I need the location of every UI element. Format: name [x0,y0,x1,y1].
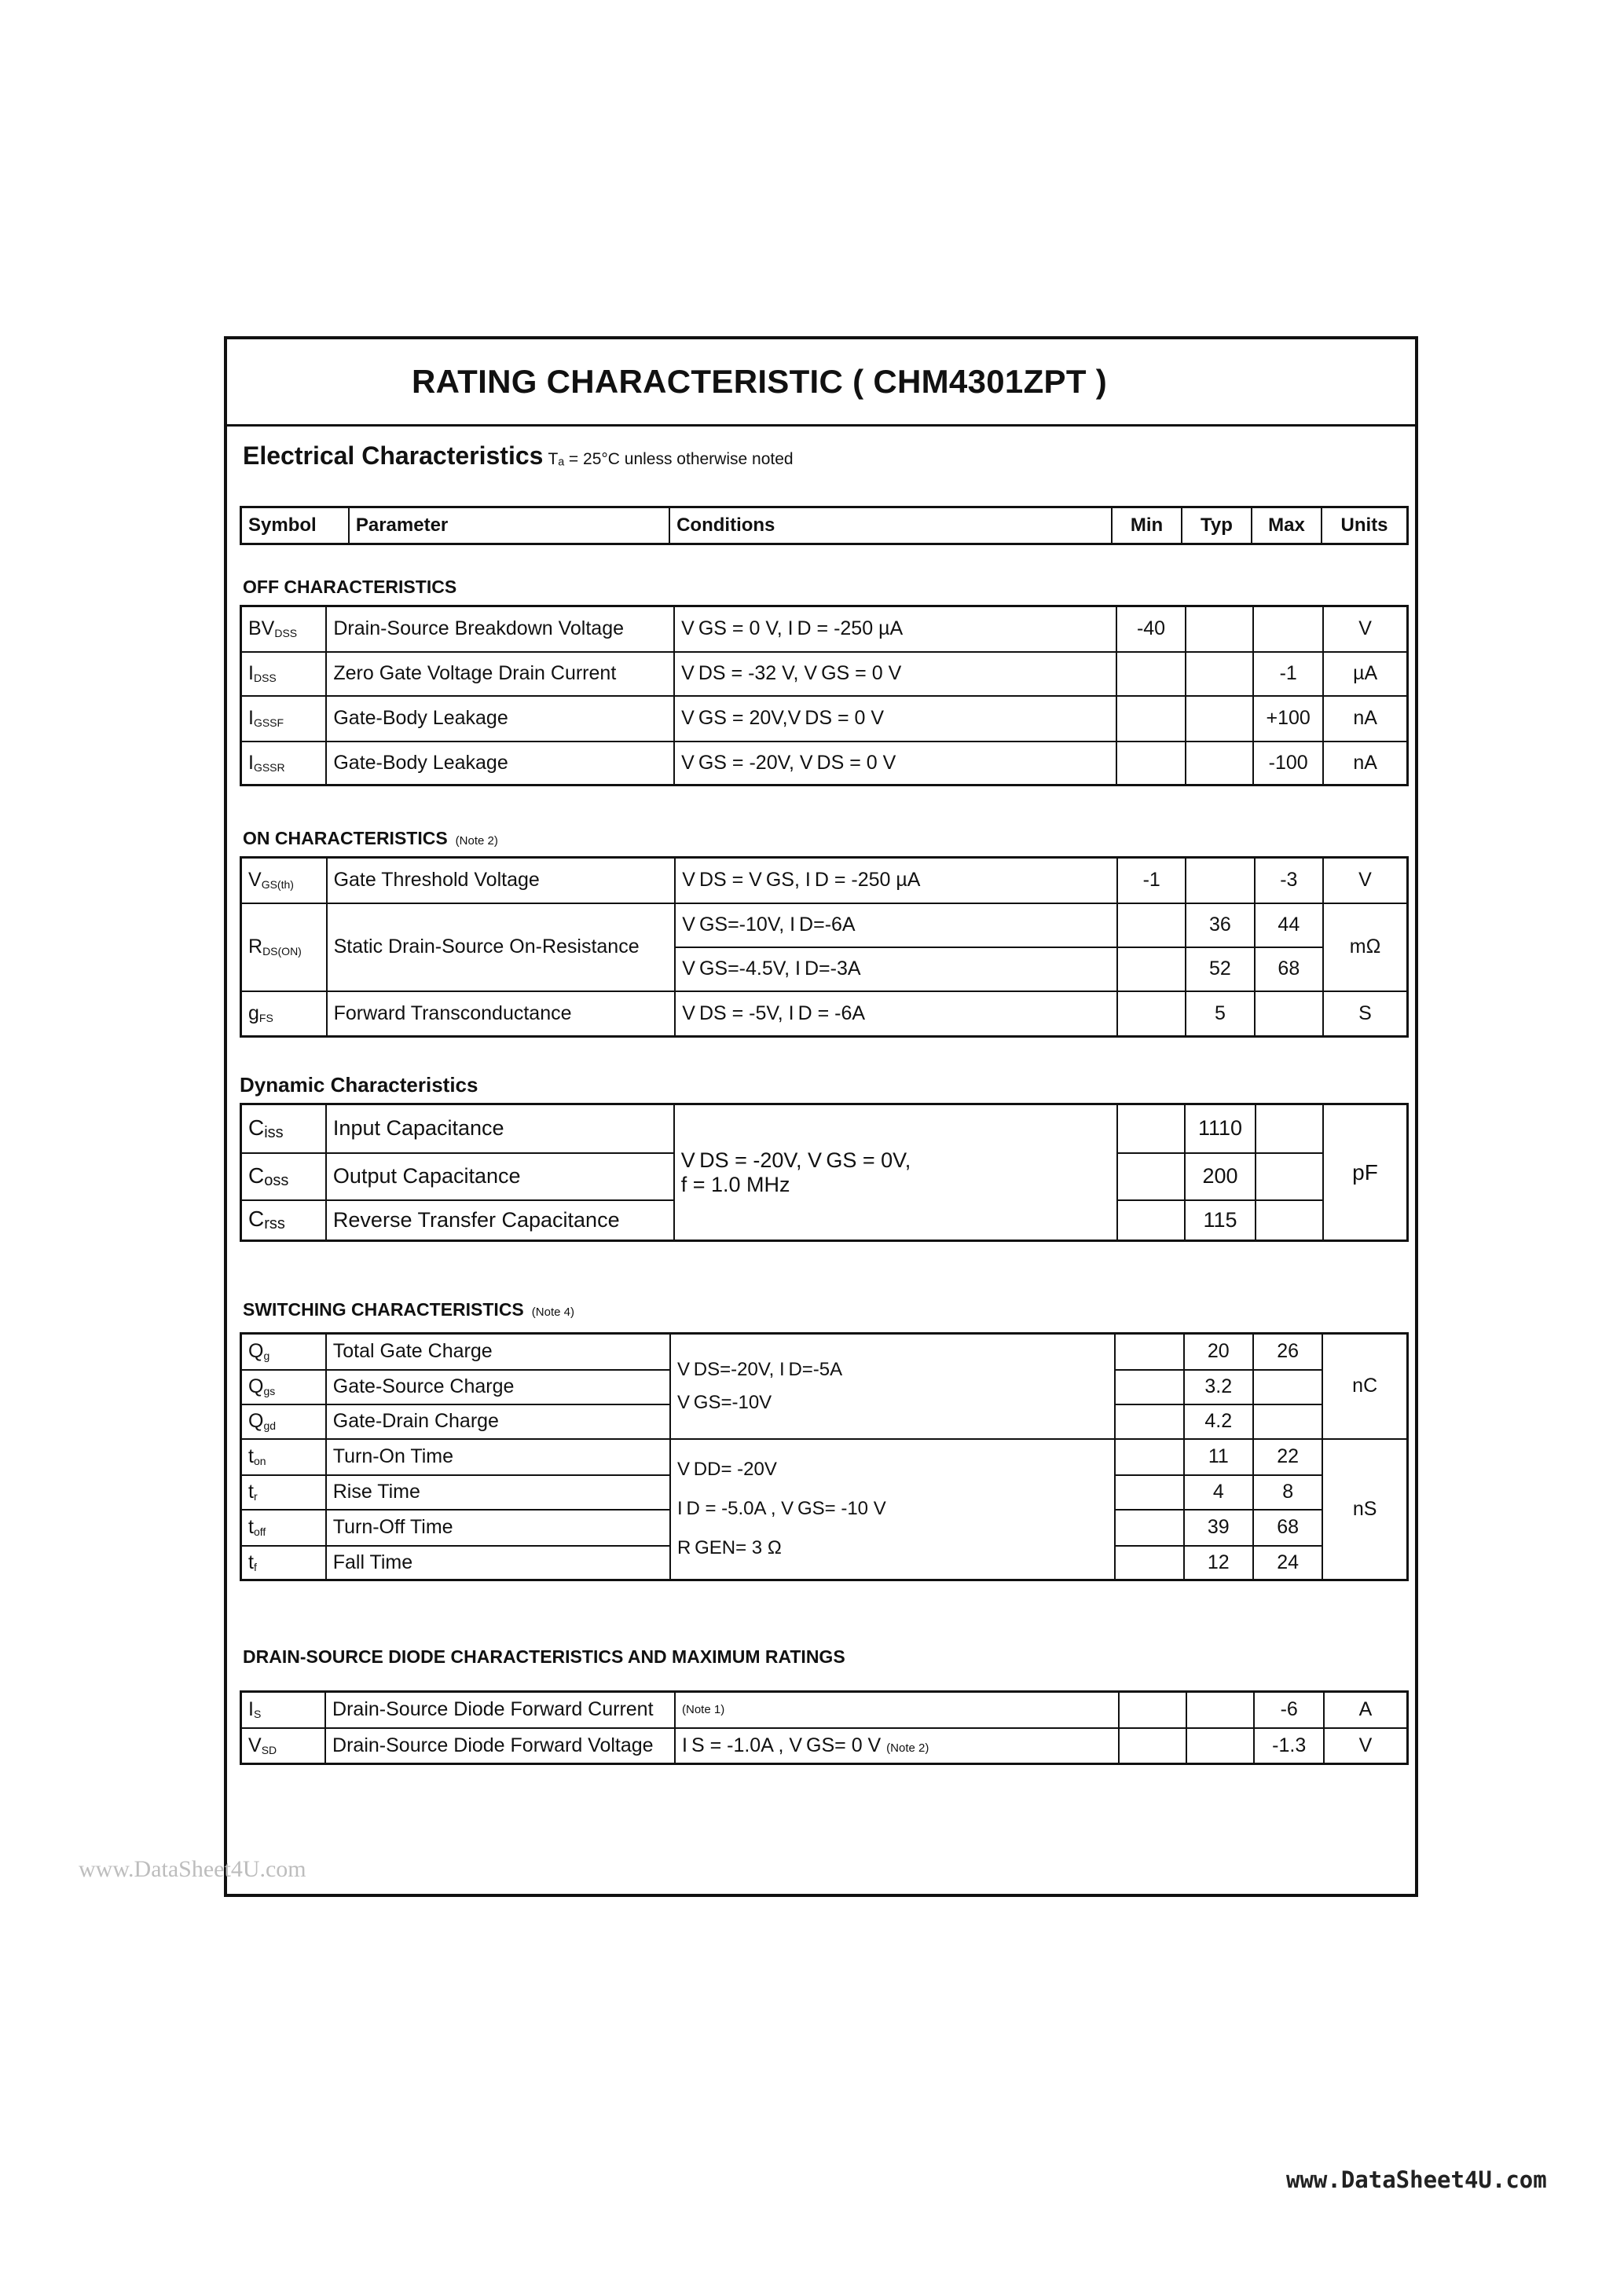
max-cell: 68 [1253,1510,1322,1546]
table-row [241,1104,1408,1153]
symbol-cell: Ciss [241,1104,326,1153]
typ-cell [1186,696,1253,742]
parameter-cell: Reverse Transfer Capacitance [326,1200,674,1241]
typ-cell: 4 [1184,1475,1254,1510]
min-cell [1115,1546,1183,1580]
parameter-cell: Gate Threshold Voltage [327,858,676,903]
title-bar [227,339,1415,427]
max-cell [1256,1104,1323,1153]
max-cell: 22 [1253,1439,1322,1475]
max-cell [1253,1404,1322,1439]
typ-cell [1186,606,1253,652]
symbol-cell: IDSS [241,652,327,696]
min-cell [1116,652,1186,696]
subtitle-note: Tₐ = 25°C unless otherwise noted [548,450,794,468]
typ-cell: 1110 [1185,1104,1255,1153]
min-cell [1115,1370,1183,1404]
unit-cell: A [1324,1692,1408,1728]
max-cell [1253,1370,1322,1404]
symbol-cell: Coss [241,1153,326,1200]
typ-cell: 4.2 [1184,1404,1254,1439]
qg-cond-line2: V GS=-10V [676,1391,772,1413]
col-units: Units [1322,507,1407,544]
header-table [240,506,1409,545]
max-cell: 8 [1253,1475,1322,1510]
table-row [241,696,1408,742]
unit-cell: nS [1322,1439,1407,1580]
min-cell [1115,1510,1183,1546]
symbol-cell: BVDSS [241,606,327,652]
sw-cond-line1: V DD= -20V [676,1459,777,1481]
max-cell: 26 [1253,1334,1322,1370]
min-cell [1116,696,1186,742]
symbol-cell: toff [241,1510,326,1546]
diode-table [240,1690,1409,1765]
table-row [241,991,1408,1037]
unit-cell: nA [1323,742,1407,785]
unit-cell: V [1323,858,1407,903]
table-row [241,1692,1408,1728]
on-table [240,856,1409,1038]
max-cell: 24 [1253,1546,1322,1580]
typ-cell: 39 [1184,1510,1254,1546]
switching-section-title: SWITCHING CHARACTERISTICS (Note 4) [243,1299,574,1320]
watermark-left: www.DataSheet4U.com [79,1856,306,1882]
unit-cell: pF [1323,1104,1408,1241]
sw-cond-line2: I D = -5.0A , V GS= -10 V [676,1498,886,1520]
off-section-title: OFF CHARACTERISTICS [243,577,457,597]
parameter-cell: Fall Time [326,1546,670,1580]
typ-cell: 20 [1184,1334,1254,1370]
conditions-cell: V GS = 0 V, I D = -250 µA [674,606,1116,652]
parameter-cell: Rise Time [326,1475,670,1510]
typ-cell: 200 [1185,1153,1255,1200]
unit-cell: nC [1322,1334,1407,1439]
symbol-cell: Qgs [241,1370,326,1404]
parameter-cell: Output Capacitance [326,1153,674,1200]
max-cell [1255,991,1323,1037]
symbol-cell: VGS(th) [241,858,327,903]
parameter-cell: Total Gate Charge [326,1334,670,1370]
symbol-cell: ton [241,1439,326,1475]
datasheet-frame [224,336,1418,1897]
min-cell [1117,1200,1185,1241]
parameter-cell: Drain-Source Diode Forward Current [325,1692,675,1728]
table-row [241,1334,1408,1370]
max-cell: -3 [1255,858,1323,903]
typ-cell: 11 [1184,1439,1254,1475]
table-row [241,1439,1408,1475]
col-typ: Typ [1182,507,1252,544]
min-cell [1115,1404,1183,1439]
parameter-cell: Gate-Body Leakage [326,742,674,785]
watermark-right[interactable]: www.DataSheet4U.com [1286,2166,1547,2193]
dynamic-cond-line1: V DS = -20V, V GS = 0V, [680,1148,911,1172]
diode-section-title: DRAIN-SOURCE DIODE CHARACTERISTICS AND MAXIMUM RATINGS [243,1646,845,1667]
conditions-cell [674,1104,1117,1241]
min-cell [1116,742,1186,785]
typ-cell: 3.2 [1184,1370,1254,1404]
symbol-cell: Qg [241,1334,326,1370]
typ-cell [1186,1692,1254,1728]
min-cell [1115,1439,1183,1475]
symbol-cell: IGSSR [241,742,327,785]
table-row [241,1728,1408,1764]
col-symbol: Symbol [241,507,349,544]
conditions-cell: V GS=-4.5V, I D=-3A [675,947,1117,991]
symbol-cell: Qgd [241,1404,326,1439]
conditions-cell: (Note 1) [675,1692,1119,1728]
dynamic-cond-line2: f = 1.0 MHz [680,1172,790,1196]
max-cell: -1 [1253,652,1323,696]
conditions-cell: V DS = -32 V, V GS = 0 V [674,652,1116,696]
typ-cell [1186,652,1253,696]
unit-cell: nA [1323,696,1407,742]
parameter-cell: Input Capacitance [326,1104,674,1153]
table-row [241,652,1408,696]
min-cell [1117,947,1186,991]
col-min: Min [1112,507,1182,544]
max-cell: -100 [1253,742,1323,785]
symbol-cell: RDS(ON) [241,903,327,991]
parameter-cell: Turn-On Time [326,1439,670,1475]
conditions-cell: V GS=-10V, I D=-6A [675,903,1117,947]
typ-cell: 12 [1184,1546,1254,1580]
conditions-cell: V DS = -5V, I D = -6A [675,991,1117,1037]
conditions-cell: V GS = -20V, V DS = 0 V [674,742,1116,785]
parameter-cell: Drain-Source Diode Forward Voltage [325,1728,675,1764]
max-cell: 44 [1255,903,1323,947]
switching-table [240,1332,1409,1581]
max-cell [1256,1153,1323,1200]
symbol-cell: Crss [241,1200,326,1241]
min-cell [1115,1334,1183,1370]
section-subtitle [243,441,794,471]
qg-cond-line1: V DS=-20V, I D=-5A [676,1358,843,1380]
min-cell [1117,991,1186,1037]
unit-cell: S [1323,991,1407,1037]
max-cell [1253,606,1323,652]
table-row [241,606,1408,652]
symbol-cell: tr [241,1475,326,1510]
min-cell [1119,1728,1186,1764]
min-cell [1117,1104,1185,1153]
symbol-cell: IS [241,1692,326,1728]
parameter-cell: Gate-Drain Charge [326,1404,670,1439]
table-row [241,858,1408,903]
parameter-cell: Zero Gate Voltage Drain Current [326,652,674,696]
off-table [240,605,1409,786]
parameter-cell: Drain-Source Breakdown Voltage [326,606,674,652]
max-cell: 68 [1255,947,1323,991]
symbol-cell: tf [241,1546,326,1580]
dynamic-section-title: Dynamic Characteristics [240,1073,478,1097]
symbol-cell: IGSSF [241,696,327,742]
max-cell: -1.3 [1254,1728,1323,1764]
parameter-cell: Static Drain-Source On-Resistance [327,903,676,991]
table-row [241,903,1408,947]
conditions-cell: I S = -1.0A , V GS= 0 V (Note 2) [675,1728,1119,1764]
dynamic-table [240,1103,1409,1242]
unit-cell: mΩ [1323,903,1407,991]
min-cell [1119,1692,1186,1728]
conditions-cell: V GS = 20V,V DS = 0 V [674,696,1116,742]
typ-cell: 115 [1185,1200,1255,1241]
typ-cell: 36 [1186,903,1254,947]
conditions-cell: V DS = V GS, I D = -250 µA [675,858,1117,903]
page-title: RATING CHARACTERISTIC ( CHM4301ZPT ) [412,363,1108,400]
conditions-cell [670,1334,1115,1439]
max-cell: +100 [1253,696,1323,742]
min-cell [1117,1153,1185,1200]
col-max: Max [1252,507,1322,544]
symbol-cell: gFS [241,991,327,1037]
parameter-cell: Turn-Off Time [326,1510,670,1546]
parameter-cell: Gate-Body Leakage [326,696,674,742]
conditions-cell [670,1439,1115,1580]
table-row [241,742,1408,785]
max-cell [1256,1200,1323,1241]
unit-cell: V [1323,606,1407,652]
typ-cell: 5 [1186,991,1254,1037]
col-conditions: Conditions [669,507,1112,544]
max-cell: -6 [1254,1692,1323,1728]
subtitle-text: Electrical Characteristics [243,441,544,470]
symbol-cell: VSD [241,1728,326,1764]
typ-cell [1186,1728,1254,1764]
typ-cell [1186,858,1254,903]
typ-cell: 52 [1186,947,1254,991]
unit-cell: µA [1323,652,1407,696]
min-cell: -1 [1117,858,1186,903]
col-parameter: Parameter [349,507,669,544]
min-cell [1117,903,1186,947]
typ-cell [1186,742,1253,785]
sw-cond-line3: R GEN= 3 Ω [676,1537,782,1559]
parameter-cell: Gate-Source Charge [326,1370,670,1404]
on-section-title: ON CHARACTERISTICS (Note 2) [243,828,498,848]
min-cell: -40 [1116,606,1186,652]
parameter-cell: Forward Transconductance [327,991,676,1037]
unit-cell: V [1324,1728,1408,1764]
min-cell [1115,1475,1183,1510]
